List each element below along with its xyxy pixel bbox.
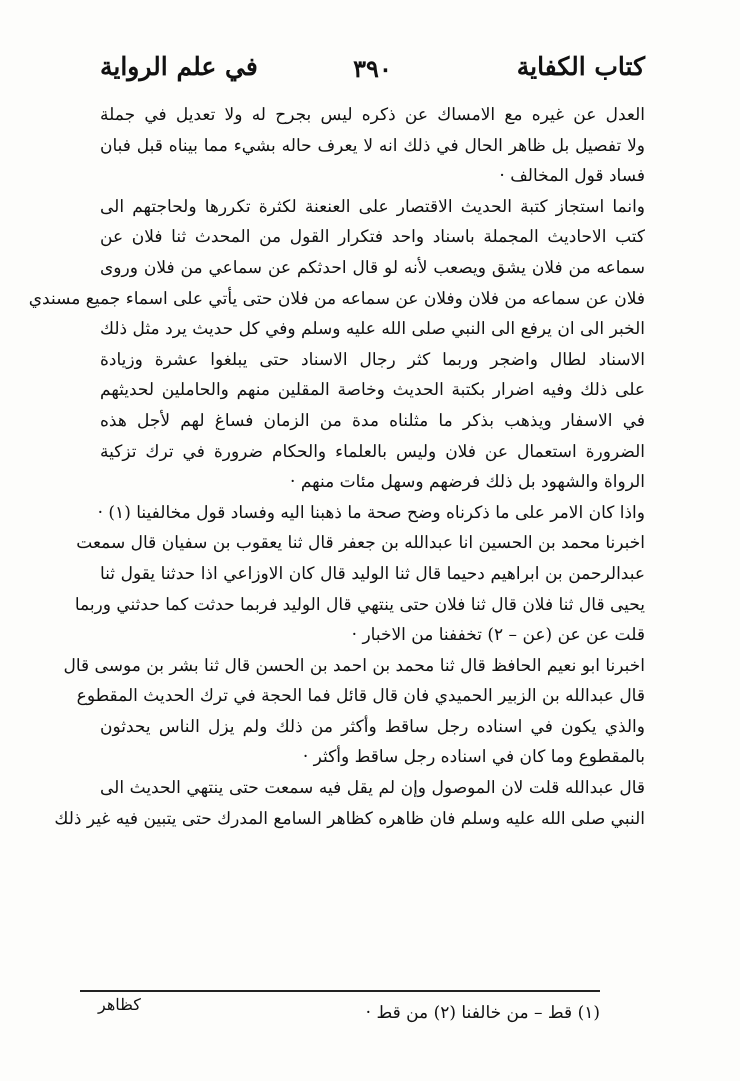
text-line: اخبرنا ابو نعيم الحافظ قال ثنا محمد بن احمد بن الحسن قال ثنا بشر بن موسى قال	[63, 655, 645, 676]
text-line: كتب الاحاديث المجملة باسناد واحد فتكرار القول من المحدث ثنا فلان عن	[100, 227, 645, 248]
text-line: الرواة والشهود بل ذلك فرضهم وسهل مئات منهم ·	[290, 472, 645, 493]
text-line: قلت عن عن (عن – ٢) تخففنا من الاخبار ·	[351, 625, 645, 646]
page-number: ٣٩٠	[353, 54, 392, 83]
text-line: قال عبدالله قلت لان الموصول وإن لم يقل فيه سمعت حتى ينتهي الحديث الى	[100, 778, 645, 799]
text-line: واذا كان الامر على ما ذكرناه وضح صحة ما ذهبنا اليه وفساد قول مخالفينا (١) ·	[97, 502, 645, 523]
text-line: اخبرنا محمد بن الحسين انا عبدالله بن جعفر قال ثنا يعقوب بن سفيان قال سمعت	[76, 533, 645, 554]
text-line: بالمقطوع وما كان في اسناده رجل ساقط وأكثر ·	[302, 747, 645, 768]
text-line: فساد قول المخالف ·	[499, 166, 645, 187]
page-header	[100, 52, 645, 92]
section-title: في علم الرواية	[100, 52, 258, 81]
book-title: كتاب الكفاية	[516, 52, 645, 81]
body-text	[28, 100, 645, 834]
text-line: الضرورة استعمال عن فلان وليس بالعلماء والحكام ضرورة في ترك تزكية	[100, 441, 645, 462]
footnote: (١) قط – من خالفنا (٢) من قط ·	[365, 1003, 600, 1023]
catchword: كظاهر	[98, 995, 141, 1014]
footnote-divider	[80, 990, 600, 992]
text-line: قال عبدالله بن الزبير الحميدي فان قال قائل فما الحجة في ترك الحديث المقطوع	[76, 686, 645, 707]
text-line: الاسناد لطال واضجر وربما كثر رجال الاسناد حتى يبلغوا عشرة وزيادة	[100, 349, 645, 370]
text-line: العدل عن غيره مع الامساك عن ذكره ليس بجرح له ولا تعديل في جملة	[100, 105, 645, 125]
text-line: سماعه من فلان يشق ويصعب لأنه لو قال احدثكم عن سماعي من فلان وروى	[100, 257, 645, 278]
text-line: النبي صلى الله عليه وسلم فان ظاهره كظاهر السامع المدرك حتى يتبين فيه غير ذلك	[54, 808, 645, 829]
text-line: ولا تفصيل بل ظاهر الحال في ذلك انه لا يعرف حاله بشيء مما بيناه قبل فبان	[100, 135, 645, 156]
text-line: على ذلك وفيه اضرار بكتبة الحديث وخاصة المقلين منهم والحاملين لحديثهم	[100, 380, 645, 401]
text-line: فلان عن سماعه من فلان وفلان عن سماعه من فلان حتى يأتي على اسماء جميع مسندي	[28, 288, 645, 309]
text-line: يحيى قال ثنا فلان قال ثنا فلان حتى ينتهي قال الوليد فربما حدثت كما حدثني وربما	[74, 594, 645, 615]
text-line: وانما استجاز كتبة الحديث الاقتصار على العنعنة لكثرة تكررها ولحاجتهم الى	[100, 196, 645, 217]
text-line: في الاسفار ويذهب بذكر ما مثلناه مدة من الزمان فساغ لهم لأجل هذه	[100, 410, 645, 431]
text-line: الخبر الى ان يرفع الى النبي صلى الله عليه وسلم وفي كل حديث يرد مثل ذلك	[100, 319, 645, 340]
text-line: والذي يكون في اسناده رجل ساقط وأكثر من ذلك ولم يزل الناس يحدثون	[100, 716, 645, 737]
text-line: عبدالرحمن بن ابراهيم دحيما قال ثنا الوليد قال كان الاوزاعي اذا حدثنا يقول ثنا	[100, 563, 645, 584]
